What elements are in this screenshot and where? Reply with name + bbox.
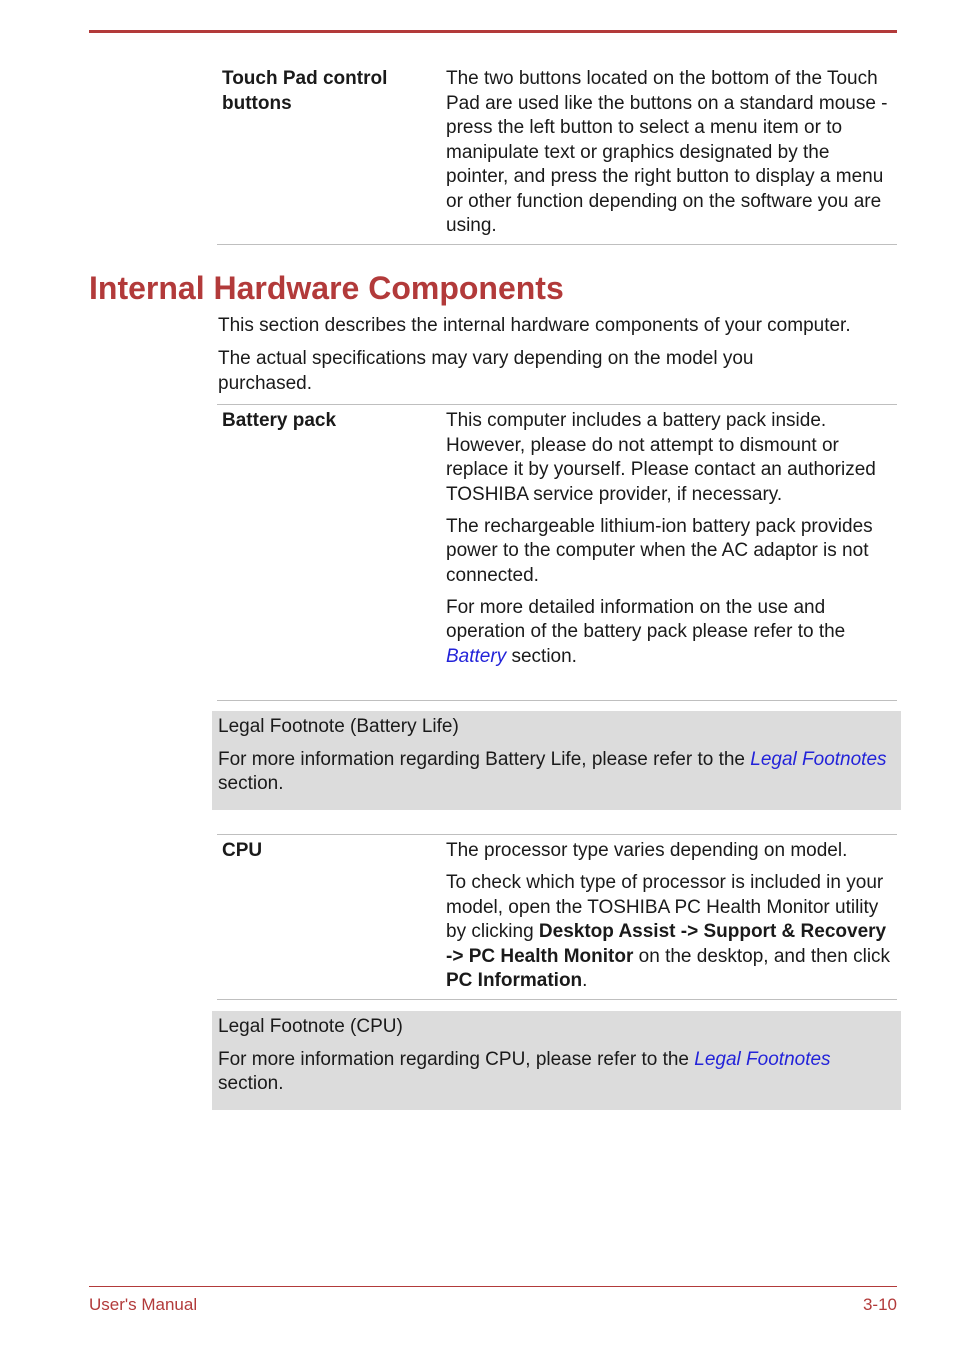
battery-p3-post: section.: [506, 645, 577, 667]
cpu-p1: The processor type varies depending on model.: [446, 840, 848, 861]
footnote-battery-title: Legal Footnote (Battery Life): [218, 716, 459, 737]
footnote-battery-post: section.: [218, 773, 284, 794]
legal-footnotes-link[interactable]: Legal Footnotes: [694, 1048, 831, 1070]
touchpad-term-line2: buttons: [222, 92, 292, 114]
touchpad-buttons-description: [446, 67, 896, 246]
battery-p2: The rechargeable lithium-ion battery pack provides power to the computer when the AC adaptor is not connected.: [446, 515, 873, 586]
battery-link[interactable]: Battery: [446, 645, 507, 667]
footnote-cpu-text: [218, 1048, 895, 1097]
touchpad-desc-text: The two buttons located on the bottom of the Touch Pad are used like the buttons on a standard mouse - press the left button to select a menu item or to manipulate text or graphics designated by the pointer, and press the right button to display a menu or other function depending on the software you are using.: [446, 68, 888, 236]
section-intro-2: The actual specifications may vary depending on the model you purchased.: [218, 348, 754, 394]
touchpad-buttons-term: [222, 67, 437, 116]
cpu-pc-information: PC Information: [446, 970, 583, 991]
footnote-cpu-post: section.: [218, 1073, 284, 1094]
row-divider: [217, 999, 897, 1000]
row-divider: [217, 244, 897, 245]
footnote-cpu-pre: For more information regarding CPU, please refer to the: [218, 1048, 695, 1070]
footnote-battery-pre: For more information regarding Battery Life, please refer to the: [218, 748, 751, 770]
legal-footnote-cpu: [212, 1011, 901, 1110]
row-divider: [217, 700, 897, 701]
header-rule: [89, 30, 897, 33]
cpu-term: CPU: [222, 840, 263, 861]
footer-manual-title: User's Manual: [89, 1295, 198, 1314]
row-divider: [217, 404, 897, 405]
footer-rule: [89, 1286, 897, 1287]
battery-p3-pre: For more detailed information on the use and operation of the battery pack please refer to the: [446, 596, 846, 642]
cpu-p2-a: To check which type of processor is included in your model, open the TOSHIBA PC Health Monitor utility by clicking: [446, 872, 884, 942]
section-intro-1: This section describes the internal hardware components of your computer.: [218, 315, 851, 336]
cpu-description: [446, 839, 896, 1001]
section-title: Internal Hardware Components: [89, 270, 564, 306]
cpu-menu-path: Desktop Assist -> Support & Recovery -> PC Health Monitor: [446, 921, 887, 967]
page-number: 3-10: [862, 1295, 897, 1314]
legal-footnote-battery: [212, 711, 901, 810]
legal-footnotes-link[interactable]: Legal Footnotes: [750, 748, 887, 770]
touchpad-term-line1: Touch Pad control: [222, 68, 388, 89]
battery-p1: This computer includes a battery pack inside. However, please do not attempt to dismount or replace it by yourself. Please contact an authorized TOSHIBA service provider, if necessary.: [446, 410, 876, 505]
battery-pack-description: [446, 409, 896, 677]
cpu-p2-e: .: [582, 970, 588, 991]
row-divider: [217, 834, 897, 835]
battery-p3: [446, 596, 896, 670]
cpu-p2: [446, 871, 896, 994]
cpu-p2-c: on the desktop, and then click: [633, 945, 891, 967]
footnote-battery-text: [218, 748, 895, 797]
battery-pack-term: Battery pack: [222, 410, 337, 431]
footnote-cpu-title: Legal Footnote (CPU): [218, 1016, 403, 1037]
